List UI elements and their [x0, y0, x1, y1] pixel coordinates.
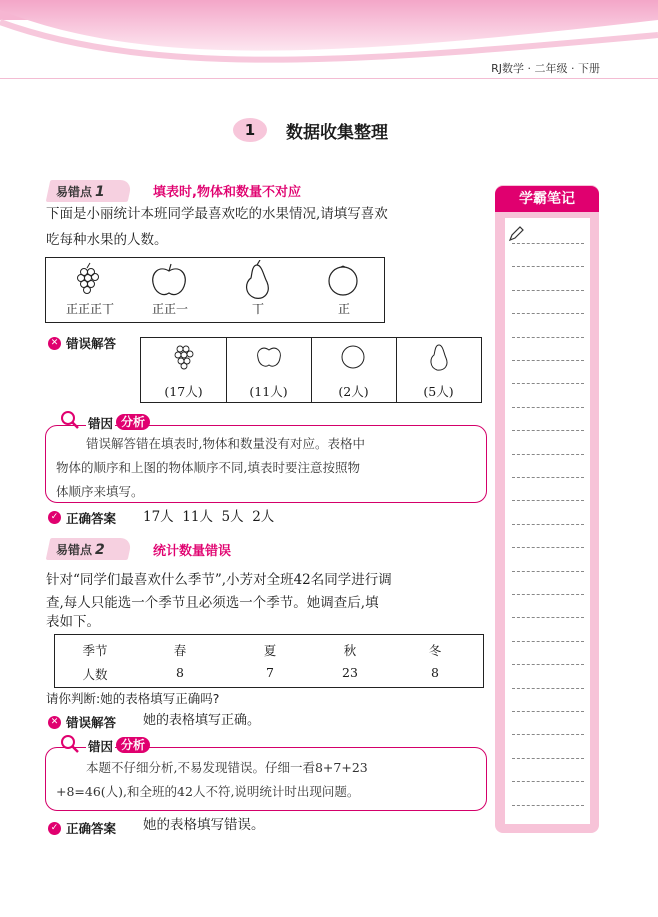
tally-orange: 正 — [337, 302, 350, 316]
note-line — [512, 571, 584, 572]
orange-icon — [326, 263, 360, 297]
orange-small-icon — [339, 344, 367, 370]
pear-icon — [241, 260, 273, 300]
correct-answer-1: 17人 11人 5人 2人 — [143, 509, 275, 525]
season-header-2: 夏 — [263, 643, 277, 658]
wrong-answer-label-1: 错误解答 — [66, 336, 117, 351]
header-wave — [0, 0, 658, 90]
note-line — [512, 337, 584, 338]
check-mark-icon: ✓ — [48, 511, 61, 524]
section2-question-4: 请你判断:她的表格填写正确吗? — [46, 691, 220, 706]
wrong-count-orange: (2人) — [338, 384, 369, 399]
section2-question-2: 查,每人只能选一个季节且必须选一个季节。她调查后,填 — [46, 595, 379, 611]
analysis-1-line-2: 物体的顺序和上图的物体顺序不同,填表时要注意按照物 — [56, 460, 360, 475]
fruit-tally-box — [45, 257, 385, 323]
note-line — [512, 547, 584, 548]
tally-pear: 丅 — [251, 302, 264, 316]
grapes-small-icon — [171, 341, 197, 371]
check-mark-icon-2: ✓ — [48, 822, 61, 835]
error-tag-1-label: 易错点 1 — [56, 184, 105, 200]
season-header-0: 季节 — [82, 643, 108, 658]
apple-small-icon — [255, 344, 283, 370]
note-line — [512, 734, 584, 735]
magnifier-icon — [60, 410, 82, 430]
analysis-label-1: 错因 — [88, 416, 114, 431]
note-line — [512, 500, 584, 501]
note-line — [512, 781, 584, 782]
note-line — [512, 524, 584, 525]
section2-question-1: 针对“同学们最喜欢什么季节”,小芳对全班42名同学进行调 — [46, 572, 392, 588]
lesson-title: 数据收集整理 — [286, 123, 388, 143]
analysis-2-line-2: +8=46(人),和全班的42人不符,说明统计时出现问题。 — [56, 784, 360, 799]
apple-icon — [149, 263, 189, 297]
note-line — [512, 617, 584, 618]
note-line — [512, 407, 584, 408]
analysis-2-line-1: 本题不仔细分析,不易发现错误。仔细一看8+7+23 — [86, 760, 368, 775]
notes-title: 学霸笔记 — [495, 186, 599, 212]
season-count-summer: 7 — [266, 665, 274, 680]
correct-answer-label-2: 正确答案 — [66, 821, 117, 836]
wrong-answer-2: 她的表格填写正确。 — [143, 713, 261, 728]
season-header-1: 春 — [173, 643, 187, 658]
tally-apple: 正正一 — [151, 302, 188, 316]
wrong-mark-icon-2: ✕ — [48, 716, 61, 729]
wrong-count-pear: (5人) — [423, 384, 454, 399]
note-line — [512, 360, 584, 361]
magnifier-icon-2 — [60, 734, 82, 754]
section1-question-2: 吃每种水果的人数。 — [46, 232, 168, 248]
wrong-answer-label-2: 错误解答 — [66, 715, 117, 730]
analysis-1-line-3: 体顺序来填写。 — [56, 484, 144, 499]
wrong-count-grapes: (17人) — [164, 384, 203, 399]
note-line — [512, 711, 584, 712]
season-count-autumn: 23 — [342, 665, 358, 680]
season-header-4: 冬 — [428, 643, 442, 658]
section2-question-3: 表如下。 — [46, 614, 100, 630]
analysis-label-2: 错因 — [88, 739, 114, 754]
wrong-mark-icon: ✕ — [48, 337, 61, 350]
note-line — [512, 641, 584, 642]
wrong-answer-table-1 — [140, 337, 482, 403]
section2-title: 统计数量错误 — [153, 544, 232, 559]
note-line — [512, 454, 584, 455]
section1-question: 下面是小丽统计本班同学最喜欢吃的水果情况,请填写喜欢 — [46, 206, 388, 222]
grapes-icon — [72, 262, 104, 296]
pencil-icon — [508, 226, 524, 242]
note-line — [512, 383, 584, 384]
note-line — [512, 594, 584, 595]
note-line — [512, 243, 584, 244]
section1-title: 填表时,物体和数量不对应 — [153, 185, 301, 200]
correct-answer-label-1: 正确答案 — [66, 511, 117, 526]
season-count-spring: 8 — [176, 665, 184, 680]
note-line — [512, 664, 584, 665]
analysis-highlight-1: 分析 — [116, 414, 150, 430]
season-count-winter: 8 — [431, 665, 439, 680]
correct-answer-2: 她的表格填写错误。 — [143, 817, 265, 833]
error-tag-2-label: 易错点 2 — [56, 542, 105, 558]
analysis-1-line-1: 错误解答错在填表时,物体和数量没有对应。表格中 — [86, 436, 365, 451]
season-header-3: 秋 — [343, 643, 357, 658]
note-line — [512, 477, 584, 478]
note-line — [512, 313, 584, 314]
wrong-count-apple: (11人) — [249, 384, 288, 399]
note-line — [512, 758, 584, 759]
note-line — [512, 290, 584, 291]
note-line — [512, 805, 584, 806]
pear-small-icon — [427, 341, 451, 371]
book-label: RJ数学 · 二年级 · 下册 — [491, 62, 600, 75]
season-count-label: 人数 — [82, 667, 108, 682]
lesson-number: 1 — [233, 118, 267, 142]
note-line — [512, 430, 584, 431]
note-line — [512, 266, 584, 267]
header-rule — [0, 78, 658, 79]
tally-grapes: 正正正丅 — [65, 302, 114, 316]
note-line — [512, 688, 584, 689]
analysis-highlight-2: 分析 — [116, 737, 150, 753]
season-table — [54, 634, 484, 688]
